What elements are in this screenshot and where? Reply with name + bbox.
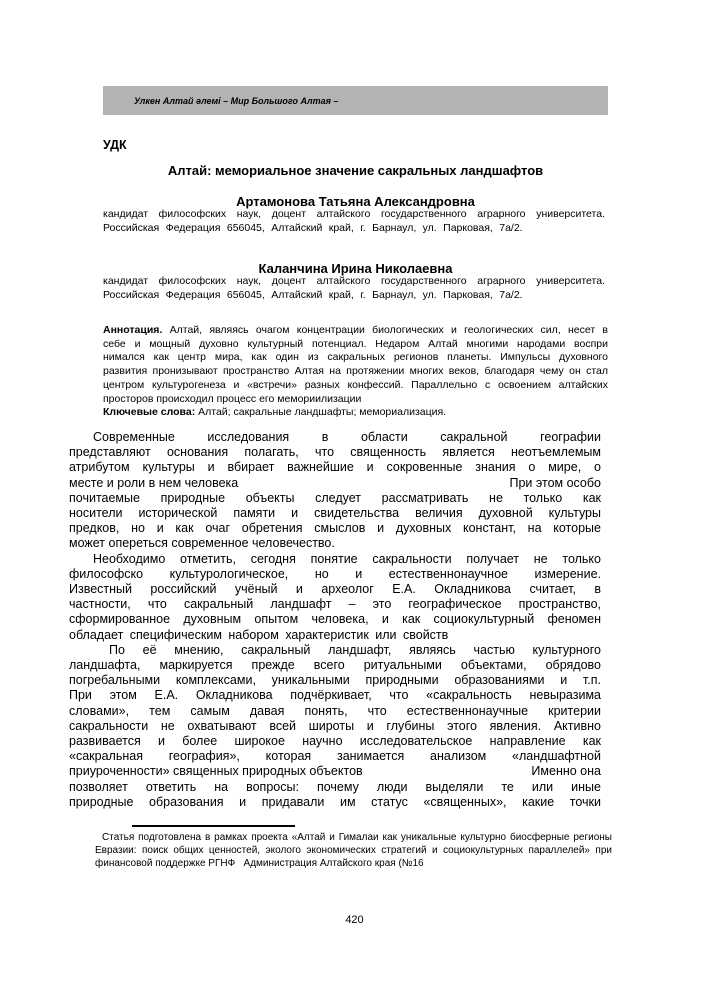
body-paragraph: По её мнению, сакральный ландшафт, являясь частью культурного ландшафта, маркируется прежде всего ритуальными объектами, обрядово погребальными комплексами, уникальными природными образованиями и т.п. При этом Е.А. Окладникова подчёркивает, что «сакральность невыразима словами», тем самым давая понять, что естественнонаучные критерии сакральности не охватывают всей широты и глубины этого явления. Активно развивается и более широкое научно исследовательское направление как «сакральная география», которая занимается анализом «ландшафтной приуроченности» священных природных объектов Именно она позволяет ответить на вопросы: почему люди выделяли те или иные природные образования и придавали им статус «священных», какие точки [69, 642, 601, 809]
footnote: Статья подготовлена в рамках проекта «Алтай и Гималаи как уникальные культурно биосферные регионы Евразии: поиск общих ценностей, эколого экономических стратегий и социокультурных параллелей» при финансовой поддержке РГНФ Администрация Алтайского края (№16 [95, 832, 612, 869]
abstract-block: Аннотация. Алтай, являясь очагом концентрации биологических и геологических сил, несет в себе и мощный духовно культурный потенциал. Недаром Алтай многими народами воспри нимался как центр мира, как один из сакральных регионов планеты. Импульсы духовного развития пронизывают пространство Алтая на протяжении многих веков, благодаря чему он стал центром культурогенеза и «встречи» разных конфессий. Параллельно с освоением алтайских просторов происходил процесс его мемориилизации Ключевые слова: Алтай; сакральные ландшафты; мемориализация. [103, 324, 608, 419]
article-body [69, 430, 601, 810]
author-affiliation: кандидат философских наук, доцент алтайского государственного аграрного университета. Российская Федерация 656045, Алтайский край, г. Барнаул, ул. Парковая, 7а/2. [103, 275, 605, 301]
author-affiliation: кандидат философских наук, доцент алтайского государственного аграрного университета. Российская Федерация 656045, Алтайский край, г. Барнаул, ул. Парковая, 7а/2. [103, 208, 605, 234]
body-paragraph: Необходимо отметить, сегодня понятие сакральности получает не только философско культурологическое, но и естественнонаучное измерение. Известный российский учёный и археолог Е.А. Окладникова считает, в частности, что сакральный ландшафт – это географическое пространство, сформированное духовным опытом человека, и как социокультурный феномен обладает специфическим набором характеристик или свойств [69, 551, 601, 642]
body-paragraph: Современные исследования в области сакральной географии представляют основания полагать, что священность является неотъемлемым атрибутом культуры и вбирает важнейшие и сокровенные знания о мире, о месте и роли в нем человека При этом особо почитаемые природные объекты следует рассматривать не только как носители исторической памяти и свидетельства величия духовной культуры предков, но и как очаг обретения смыслов и духовных констант, на которые может опереться современное человечество. [69, 430, 601, 551]
article-title: Алтай: мемориальное значение сакральных ландшафтов [167, 163, 544, 178]
author-name: Каланчина Ирина Николаевна [258, 261, 453, 276]
page-number: 420 [345, 914, 364, 926]
running-header-text: Улкен Алтай әлемі – Мир Большого Алтая – [134, 95, 339, 106]
footnote-rule [132, 825, 295, 827]
author-name: Артамонова Татьяна Александровна [236, 194, 475, 209]
running-header-bar [103, 86, 608, 115]
udc-label: УДК [103, 138, 127, 152]
